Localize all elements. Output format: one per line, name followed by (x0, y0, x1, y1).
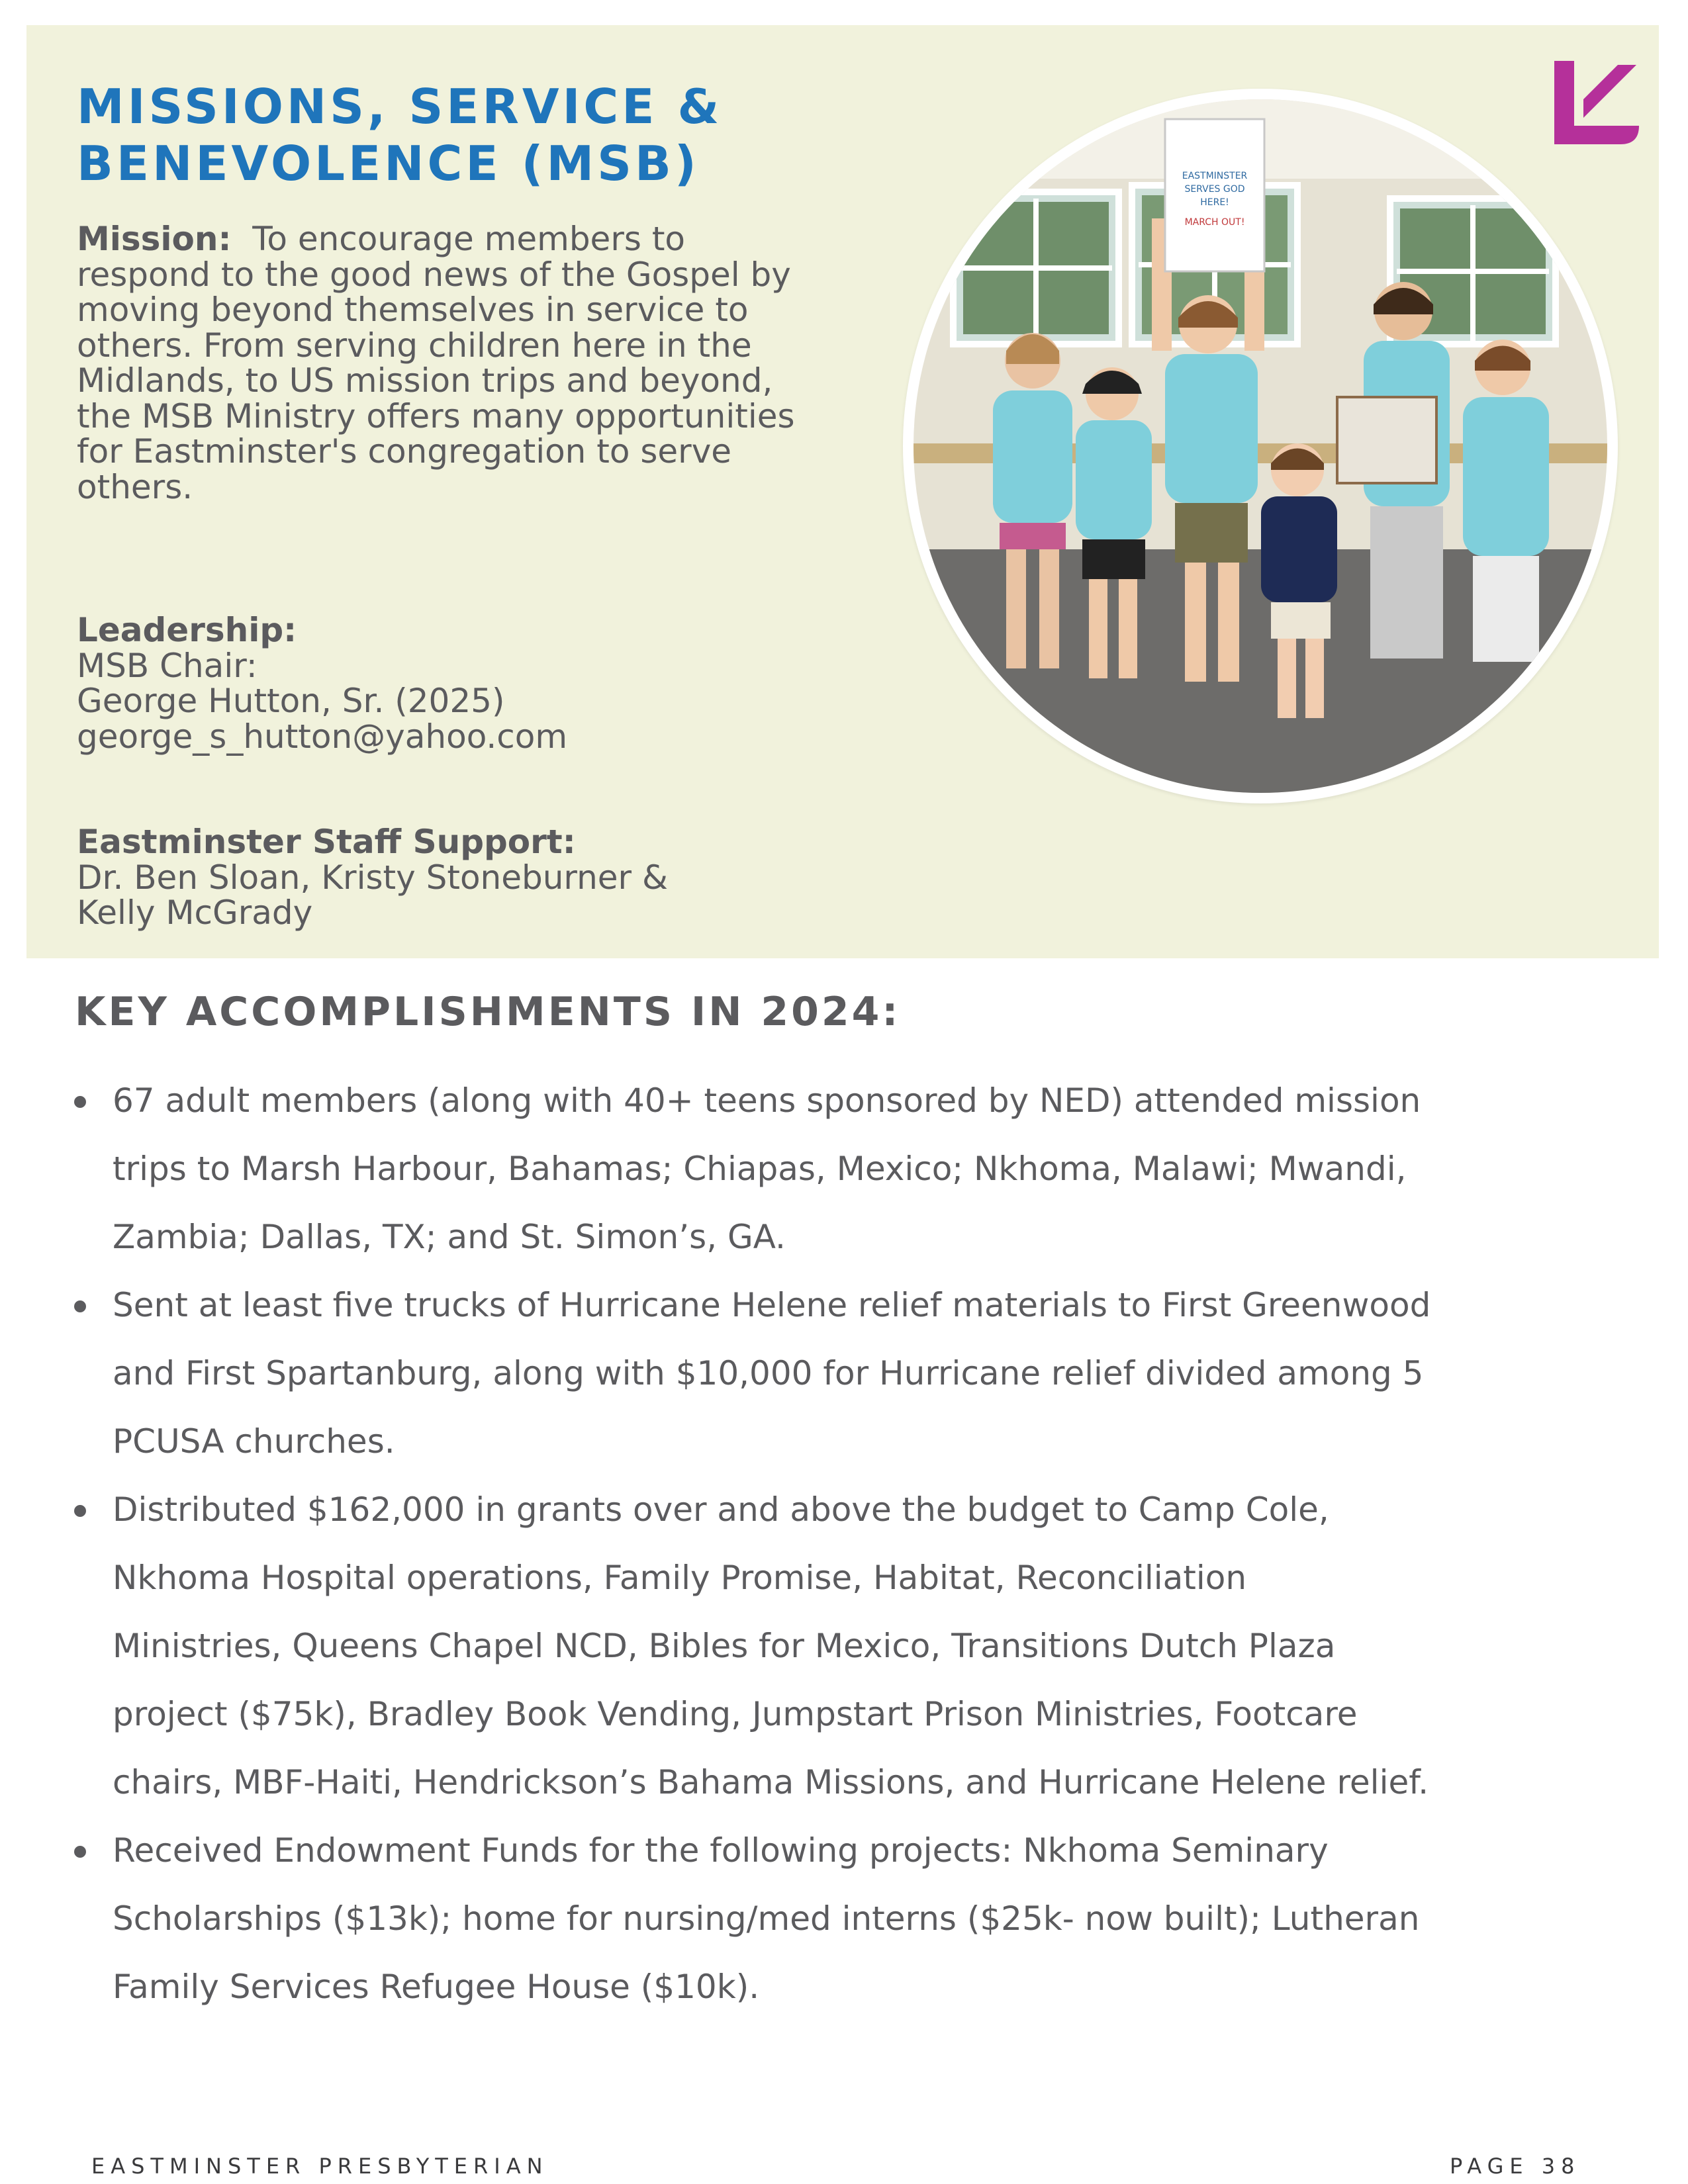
mission-text: To encourage members to respond to the good news of the Gospel by moving beyond themselves in service to others. From serving children here in the Midlands, to US mission trips and beyond, the MSB Ministry offers many opportunities for Eastminster's congregation to serve others. (77, 220, 795, 506)
item-line: and First Spartanburg, along with $10,000 for Hurricane relief divided among 5 (113, 1354, 1424, 1392)
list-item (73, 1067, 1648, 1271)
footer-church-name: EASTMINSTER PRESBYTERIAN (91, 2154, 549, 2179)
mission-statement (77, 222, 818, 505)
list-item (73, 1817, 1648, 2021)
item-line: 67 adult members (along with 40+ teens sponsored by NED) attended mission (113, 1081, 1421, 1120)
leadership-section (77, 613, 805, 754)
footer-page-number: PAGE 38 (1450, 2154, 1581, 2179)
children-photo (914, 99, 1607, 793)
staff-label: Eastminster Staff Support: (77, 823, 576, 861)
item-line: Nkhoma Hospital operations, Family Promise, Habitat, Reconciliation (113, 1559, 1247, 1597)
church-logo-icon (1552, 60, 1640, 146)
accomplishments-list (73, 1067, 1648, 2021)
item-line: Received Endowment Funds for the following projects: Nkhoma Seminary (113, 1831, 1329, 1870)
title-line-1: MISSIONS, SERVICE & (77, 79, 723, 134)
title-line-2: BENEVOLENCE (MSB) (77, 136, 700, 191)
item-line: Zambia; Dallas, TX; and St. Simon’s, GA. (113, 1218, 786, 1256)
accomplishments-heading: KEY ACCOMPLISHMENTS IN 2024: (75, 989, 901, 1035)
leadership-role: MSB Chair: (77, 646, 258, 685)
item-line: Family Services Refugee House ($10k). (113, 1968, 760, 2006)
item-line: Distributed $162,000 in grants over and above the budget to Camp Cole, (113, 1490, 1329, 1529)
page-title (77, 78, 858, 192)
bullet-icon (74, 1300, 86, 1312)
list-item (73, 1476, 1648, 1817)
item-line: project ($75k), Bradley Book Vending, Jumpstart Prison Ministries, Footcare (113, 1695, 1358, 1733)
sign-line-4: MARCH OUT! (1184, 217, 1245, 228)
sign-line-2: SERVES GOD (1184, 184, 1245, 195)
bullet-icon (74, 1505, 86, 1517)
leadership-label: Leadership: (77, 611, 297, 649)
bullet-icon (74, 1096, 86, 1108)
staff-line-2: Kelly McGrady (77, 893, 313, 932)
item-line: chairs, MBF-Haiti, Hendrickson’s Bahama Missions, and Hurricane Helene relief. (113, 1763, 1429, 1801)
leadership-email[interactable]: george_s_hutton@yahoo.com (77, 717, 568, 756)
photo-frame (903, 89, 1618, 803)
leadership-name: George Hutton, Sr. (2025) (77, 682, 505, 720)
item-line: Scholarships ($13k); home for nursing/med interns ($25k- now built); Lutheran (113, 1899, 1420, 1938)
sign-line-3: HERE! (1200, 197, 1229, 208)
list-item (73, 1271, 1648, 1476)
mission-label: Mission: (77, 220, 232, 258)
item-line: Sent at least five trucks of Hurricane Helene relief materials to First Greenwood (113, 1286, 1431, 1324)
item-line: PCUSA churches. (113, 1422, 395, 1461)
bullet-icon (74, 1846, 86, 1858)
sign-line-1: EASTMINSTER (1182, 171, 1248, 181)
staff-support-section (77, 825, 805, 931)
sign (1165, 119, 1264, 271)
item-line: Ministries, Queens Chapel NCD, Bibles for Mexico, Transitions Dutch Plaza (113, 1627, 1336, 1665)
staff-line-1: Dr. Ben Sloan, Kristy Stoneburner & (77, 858, 668, 897)
item-line: trips to Marsh Harbour, Bahamas; Chiapas, Mexico; Nkhoma, Malawi; Mwandi, (113, 1150, 1407, 1188)
